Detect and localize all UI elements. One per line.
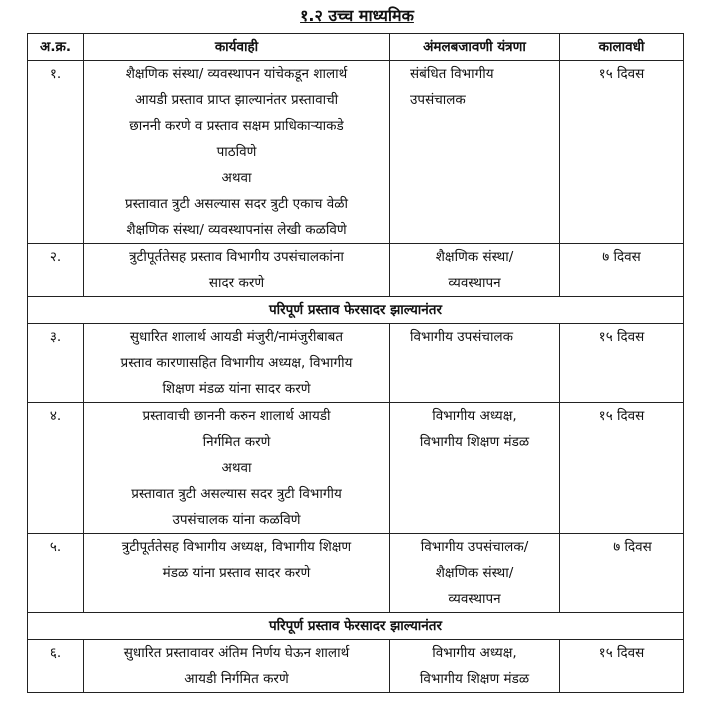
- agency-line: विभागीय अध्यक्ष,: [432, 408, 517, 424]
- action-cell: [84, 324, 390, 403]
- action-line: सादर करणे: [208, 275, 265, 291]
- action-line: अथवा: [221, 460, 252, 476]
- duration-cell: १५ दिवस: [560, 61, 684, 244]
- agency-line: उपसंचालक: [410, 92, 466, 108]
- action-line: प्रस्तावात त्रुटी असल्यास सदर त्रुटी एकाच वेळी: [124, 196, 349, 212]
- agency-line: विभागीय शिक्षण मंडळ: [419, 434, 530, 450]
- action-cell: [84, 403, 390, 534]
- serial-cell: ४.: [28, 403, 84, 534]
- serial-cell: २.: [28, 244, 84, 297]
- serial-cell: १.: [28, 61, 84, 244]
- document-title: १.२ उच्च माध्यमिक: [300, 6, 414, 25]
- action-cell: [84, 244, 390, 297]
- section-row: [28, 297, 684, 324]
- serial-cell: ६.: [28, 640, 84, 693]
- action-line: प्रस्तावाची छाननी करुन शालार्थ आयडी: [142, 408, 331, 424]
- action-cell: [84, 534, 390, 613]
- table-row: [28, 534, 684, 613]
- agency-line: व्यवस्थापन: [448, 275, 501, 291]
- agency-cell: [390, 61, 560, 244]
- agency-cell: [390, 403, 560, 534]
- action-line: आयडी प्रस्ताव प्राप्त झाल्यानंतर प्रस्तावाची: [134, 92, 339, 108]
- agency-cell: [390, 324, 560, 403]
- table-row: [28, 403, 684, 534]
- agency-line: विभागीय अध्यक्ष,: [432, 645, 517, 661]
- agency-cell: [390, 640, 560, 693]
- action-line: प्रस्तावात त्रुटी असल्यास सदर त्रुटी विभागीय: [131, 486, 342, 502]
- action-line: प्रस्ताव कारणासहित विभागीय अध्यक्ष, विभागीय: [120, 355, 353, 371]
- agency-line: विभागीय उपसंचालक/: [420, 539, 529, 555]
- duration-cell: ७ दिवस: [560, 244, 684, 297]
- section-row: [28, 613, 684, 640]
- action-line: शिक्षण मंडळ यांना सादर करणे: [162, 381, 311, 397]
- header-agency: अंमलबजावणी यंत्रणा: [390, 34, 560, 61]
- agency-line: शैक्षणिक संस्था/: [435, 565, 514, 581]
- agency-line: शैक्षणिक संस्था/: [435, 249, 514, 265]
- header-serial: अ.क्र.: [28, 34, 84, 61]
- section-label: परिपूर्ण प्रस्ताव फेरसादर झाल्यानंतर: [28, 297, 684, 324]
- table-row: [28, 61, 684, 244]
- agency-line: विभागीय उपसंचालक: [410, 329, 513, 345]
- action-line: अथवा: [221, 170, 252, 186]
- duration-cell: ७ दिवस: [560, 534, 684, 613]
- action-line: छाननी करणे व प्रस्ताव सक्षम प्राधिकाऱ्याकडे: [129, 118, 344, 134]
- procedure-table: [27, 33, 684, 693]
- agency-line: व्यवस्थापन: [448, 591, 501, 607]
- header-action: कार्यवाही: [84, 34, 390, 61]
- action-line: त्रुटीपूर्ततेसह विभागीय अध्यक्ष, विभागीय शिक्षण: [121, 539, 352, 555]
- section-label: परिपूर्ण प्रस्ताव फेरसादर झाल्यानंतर: [28, 613, 684, 640]
- serial-cell: ३.: [28, 324, 84, 403]
- table-row: [28, 324, 684, 403]
- action-line: मंडळ यांना प्रस्ताव सादर करणे: [162, 565, 311, 581]
- table-header-row: [28, 34, 684, 61]
- duration-cell: १५ दिवस: [560, 640, 684, 693]
- action-line: सुधारित प्रस्तावावर अंतिम निर्णय घेऊन शालार्थ: [123, 645, 350, 661]
- action-cell: [84, 640, 390, 693]
- agency-line: संबंधित विभागीय: [410, 66, 494, 82]
- agency-cell: [390, 534, 560, 613]
- serial-cell: ५.: [28, 534, 84, 613]
- agency-cell: [390, 244, 560, 297]
- action-line: त्रुटीपूर्ततेसह प्रस्ताव विभागीय उपसंचालकांना: [129, 249, 344, 265]
- duration-cell: १५ दिवस: [560, 403, 684, 534]
- action-line: निर्गमित करणे: [202, 434, 271, 450]
- action-line: शैक्षणिक संस्था/ व्यवस्थापन यांचेकडून शालार्थ: [125, 66, 348, 82]
- duration-cell: १५ दिवस: [560, 324, 684, 403]
- agency-line: विभागीय शिक्षण मंडळ: [419, 671, 530, 687]
- action-line: सुधारित शालार्थ आयडी मंजुरी/नामंजुरीबाबत: [129, 329, 344, 345]
- action-line: आयडी निर्गमित करणे: [184, 671, 289, 687]
- table-row: [28, 244, 684, 297]
- action-line: शैक्षणिक संस्था/ व्यवस्थापनांस लेखी कळविणे: [126, 222, 347, 238]
- header-duration: कालावधी: [560, 34, 684, 61]
- action-cell: [84, 61, 390, 244]
- action-line: उपसंचालक यांना कळविणे: [172, 512, 301, 528]
- table-row: [28, 640, 684, 693]
- action-line: पाठविणे: [216, 144, 257, 160]
